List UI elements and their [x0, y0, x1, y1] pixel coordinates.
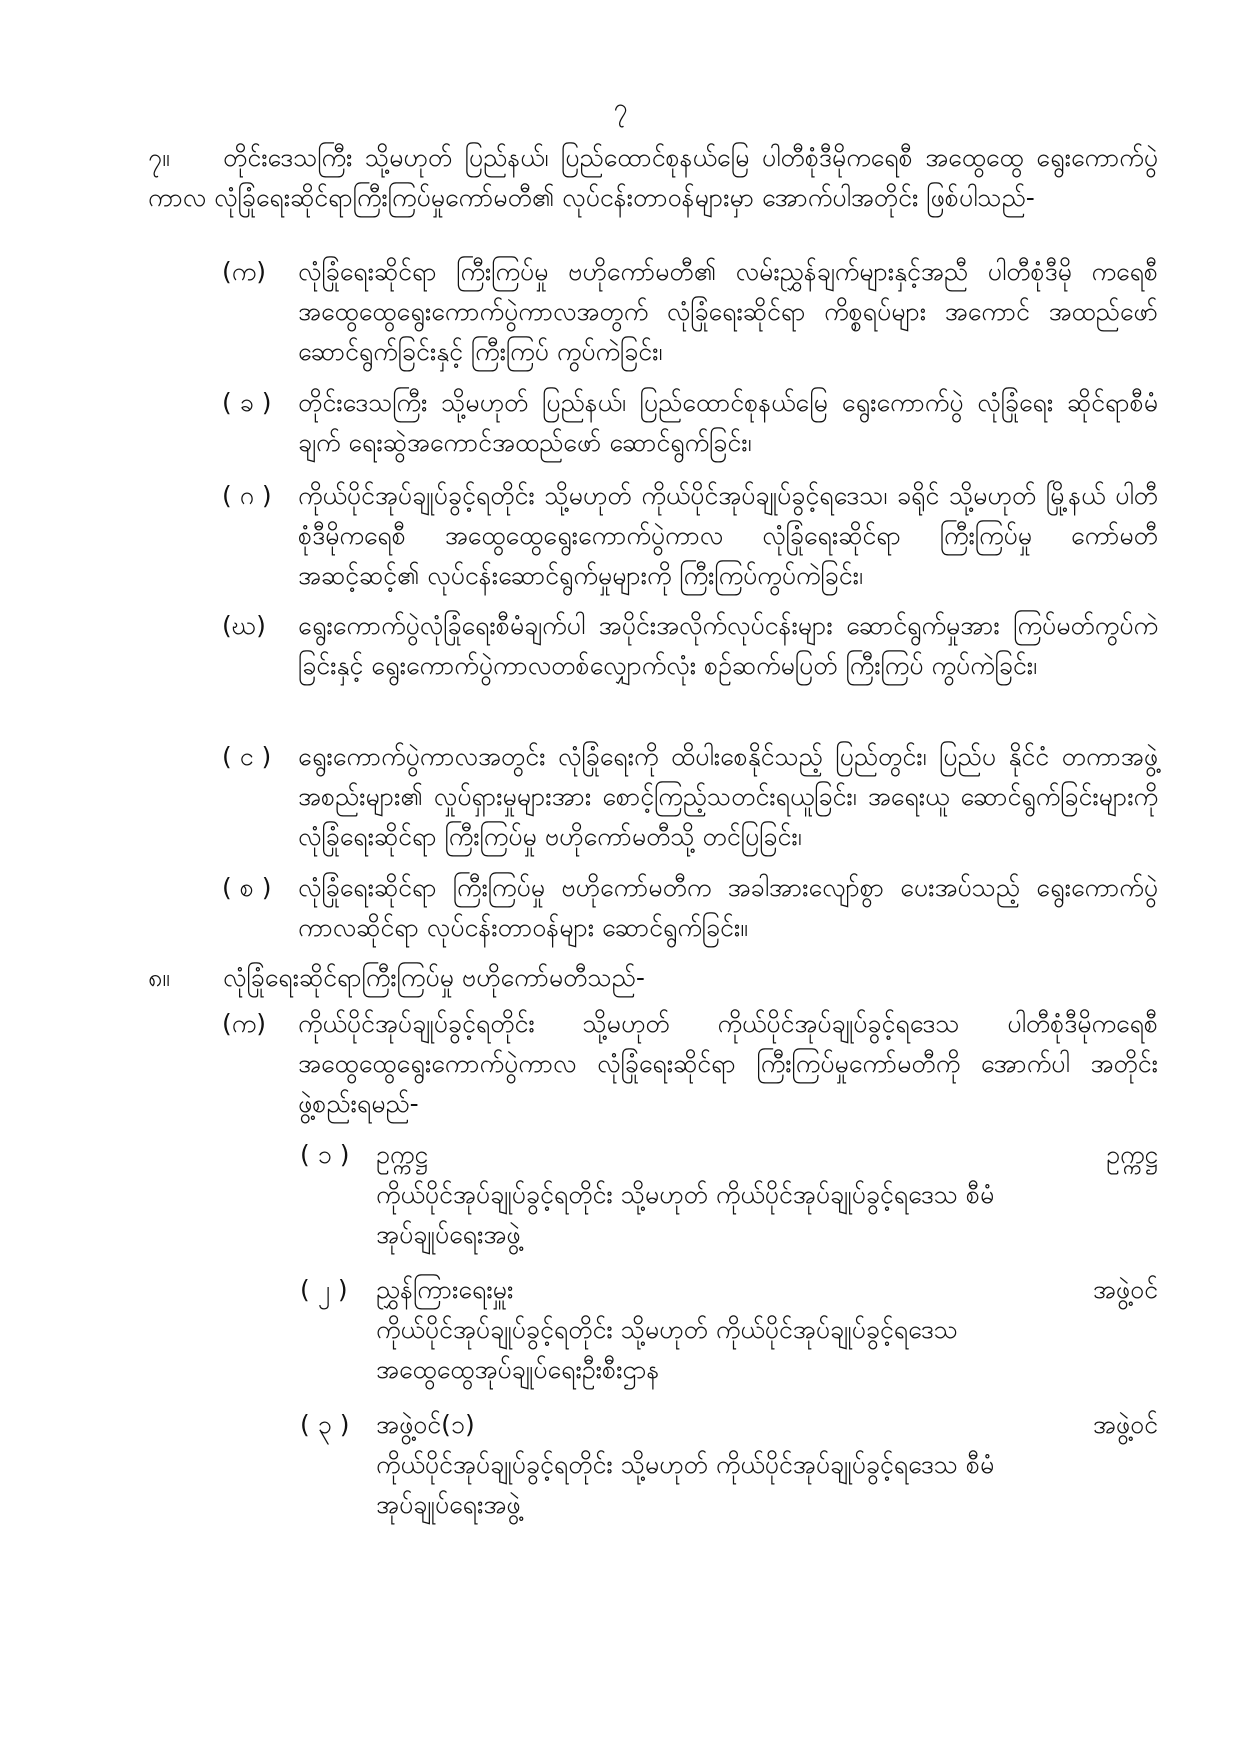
member-label: ( ၃ ): [300, 1410, 350, 1439]
section-8-body: လုံခြုံရေးဆိုင်ရာကြီးကြပ်မှု ဗဟိုကော်မတီသည်-: [223, 963, 645, 992]
item-text: ကိုယ်ပိုင်အုပ်ချုပ်ခွင့်ရတိုင်း သို့မဟုတ် ကိုယ်ပိုင်အုပ်ချုပ်ခွင့်ရဒေသ ပါတီစုံဒီမိုကရေစီ အထွေထွေရွေးကောက်ပွဲကာလ လုံခြုံရေးဆိုင်ရာ ကြီးကြပ်မှုကော်မတီကို အောက်ပါ အတိုင်း ဖွဲ့စည်းရမည်-: [298, 1009, 1158, 1118]
section-8-item-ka: [222, 1004, 1158, 1124]
item-text: တိုင်းဒေသကြီး သို့မဟုတ် ပြည်နယ်၊ ပြည်ထောင်စုနယ်မြေ ရွေးကောက်ပွဲ လုံခြုံရေး ဆိုင်ရာစီမံချက် ရေးဆွဲအကောင်အထည်ဖော် ဆောင်ရွက်ခြင်း၊: [298, 388, 1158, 457]
item-text: လုံခြုံရေးဆိုင်ရာ ကြီးကြပ်မှု ဗဟိုကော်မတီက အခါအားလျော်စွာ ပေးအပ်သည့် ရွေးကောက်ပွဲ ကာလဆိုင်ရာ လုပ်ငန်းတာဝန်များ ဆောင်ရွက်ခြင်း။: [298, 873, 1158, 942]
item-text: လုံခြုံရေးဆိုင်ရာ ကြီးကြပ်မှု ဗဟိုကော်မတီ၏ လမ်းညွှန်ချက်များနှင့်အညီ ပါတီစုံဒီမို ကရေစီ အထွေထွေရွေးကောက်ပွဲကာလအတွက် လုံခြုံရေးဆိုင်ရာ ကိစ္စရပ်များ အကောင် အထည်ဖော် ဆောင်ရွက်ခြင်းနှင့် ကြီးကြပ် ကွပ်ကဲခြင်း၊: [298, 257, 1158, 366]
section-7-item-ka: [222, 252, 1158, 372]
item-label: ( ခ ): [222, 388, 272, 417]
item-label: (က): [222, 1009, 266, 1038]
member-role: ဥက္ကဋ္ဌ: [1106, 1140, 1158, 1169]
section-7: [148, 138, 1158, 218]
section-7-item-ga: [222, 476, 1158, 596]
section-8-number: ၈။: [148, 963, 170, 992]
item-label: ( ဂ ): [222, 481, 272, 510]
member-3: [300, 1405, 1158, 1525]
section-7-item-kha: [222, 383, 1158, 463]
member-1: [300, 1135, 1158, 1255]
item-label: (က): [222, 257, 266, 286]
member-desc: ကိုယ်ပိုင်အုပ်ချုပ်ခွင့်ရတိုင်း သို့မဟုတ် ကိုယ်ပိုင်အုပ်ချုပ်ခွင့်ရဒေသ စီမံအုပ်ချုပ်ရေးအဖွဲ့: [376, 1180, 995, 1249]
member-role: အဖွဲ့ဝင်: [1092, 1275, 1158, 1304]
section-7-item-nga: [222, 737, 1158, 857]
section-7-text: [148, 138, 1158, 218]
member-desc: ကိုယ်ပိုင်အုပ်ချုပ်ခွင့်ရတိုင်း သို့မဟုတ် ကိုယ်ပိုင်အုပ်ချုပ်ခွင့်ရဒေသ စီမံအုပ်ချုပ်ရေးအဖွဲ့: [376, 1450, 995, 1519]
member-title: ဥက္ကဋ္ဌ: [376, 1140, 428, 1169]
member-2: [300, 1270, 1158, 1390]
item-text: ရွေးကောက်ပွဲကာလအတွင်း လုံခြုံရေးကို ထိပါးစေနိုင်သည့် ပြည်တွင်း၊ ပြည်ပ နိုင်ငံ တကာအဖွဲ့အစည်းများ၏ လှုပ်ရှားမှုများအား စောင့်ကြည့်သတင်းရယူခြင်း၊ အရေးယူ ဆောင်ရွက်ခြင်းများကို လုံခြုံရေးဆိုင်ရာ ကြီးကြပ်မှု ဗဟိုကော်မတီသို့ တင်ပြခြင်း၊: [298, 742, 1158, 851]
page-number: ၇: [613, 93, 628, 122]
member-label: ( ၂ ): [300, 1275, 348, 1304]
section-7-body: တိုင်းဒေသကြီး သို့မဟုတ် ပြည်နယ်၊ ပြည်ထောင်စုနယ်မြေ ပါတီစုံဒီမိုကရေစီ အထွေထွေ ရွေးကောက်ပွဲကာလ လုံခြုံရေးဆိုင်ရာကြီးကြပ်မှုကော်မတီ၏ လုပ်ငန်းတာဝန်များမှာ အောက်ပါအတိုင်း ဖြစ်ပါသည်-: [148, 143, 1158, 212]
member-title: ညွှန်ကြားရေးမှူး: [376, 1275, 514, 1304]
item-text: ကိုယ်ပိုင်အုပ်ချုပ်ခွင့်ရတိုင်း သို့မဟုတ် ကိုယ်ပိုင်အုပ်ချုပ်ခွင့်ရဒေသ၊ ခရိုင် သို့မဟုတ် မြို့နယ် ပါတီစုံဒီမိုကရေစီ အထွေထွေရွေးကောက်ပွဲကာလ လုံခြုံရေးဆိုင်ရာ ကြီးကြပ်မှု ကော်မတီ အဆင့်ဆင့်၏ လုပ်ငန်းဆောင်ရွက်မှုများကို ကြီးကြပ်ကွပ်ကဲခြင်း၊: [298, 481, 1158, 590]
section-7-item-gha: [222, 606, 1158, 686]
item-label: ( စ ): [222, 873, 272, 902]
section-7-item-sa: [222, 868, 1158, 948]
item-label: (ဃ): [222, 611, 266, 640]
item-text: ရွေးကောက်ပွဲလုံခြုံရေးစီမံချက်ပါ အပိုင်းအလိုက်လုပ်ငန်းများ ဆောင်ရွက်မှုအား ကြပ်မတ်ကွပ်ကဲခြင်းနှင့် ရွေးကောက်ပွဲကာလတစ်လျှောက်လုံး စဉ်ဆက်မပြတ် ကြီးကြပ် ကွပ်ကဲခြင်း၊: [298, 611, 1158, 680]
member-label: ( ၁ ): [300, 1140, 350, 1169]
member-title: အဖွဲ့ဝင်(၁): [376, 1410, 475, 1439]
item-label: ( င ): [222, 742, 272, 771]
member-role: အဖွဲ့ဝင်: [1092, 1410, 1158, 1439]
section-8: [148, 958, 1158, 998]
section-7-number: ၇။: [148, 143, 170, 172]
member-desc: ကိုယ်ပိုင်အုပ်ချုပ်ခွင့်ရတိုင်း သို့မဟုတ် ကိုယ်ပိုင်အုပ်ချုပ်ခွင့်ရဒေသ အထွေထွေအုပ်ချုပ်ရေးဦးစီးဌာန: [376, 1315, 958, 1384]
